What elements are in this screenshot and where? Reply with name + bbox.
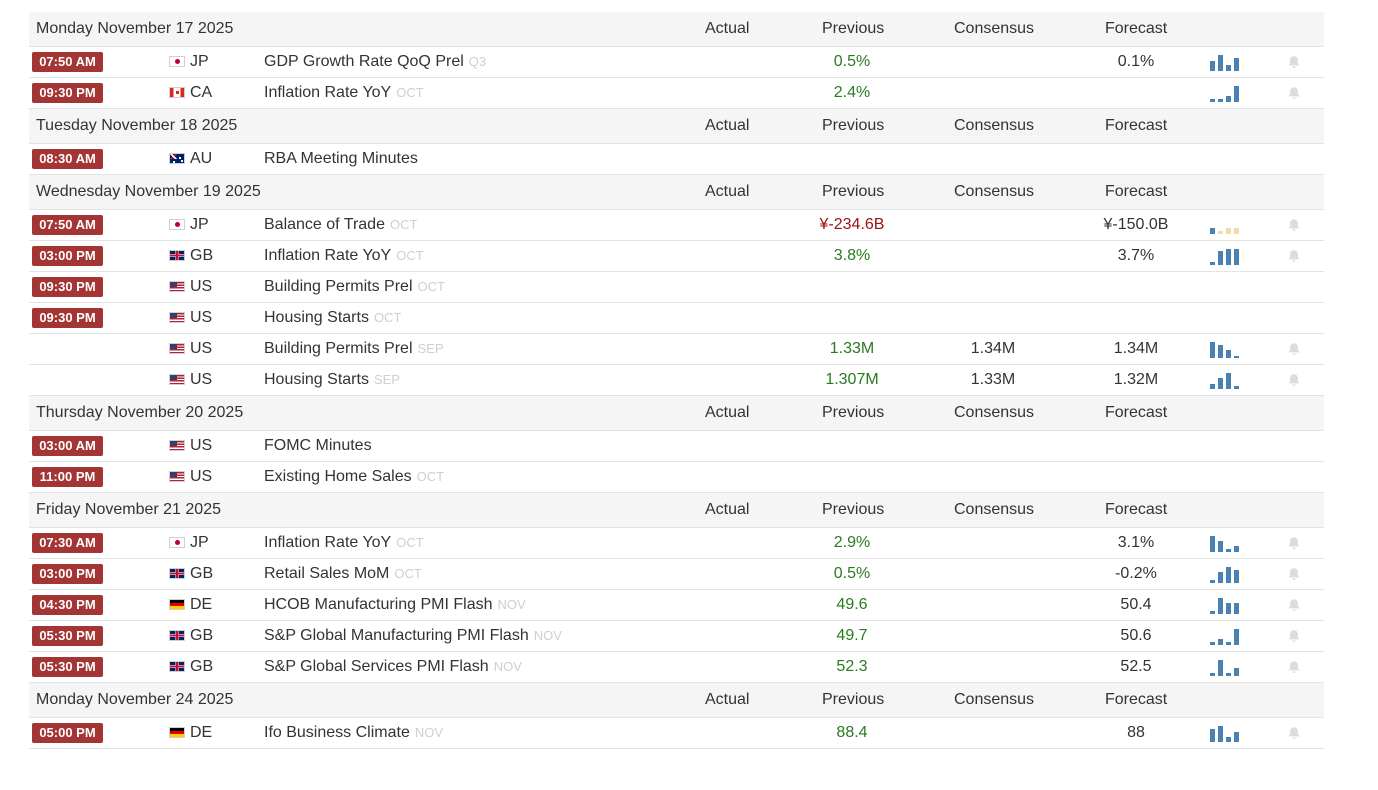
sparkline-bar bbox=[1210, 228, 1215, 234]
sparkline-bar bbox=[1218, 345, 1223, 358]
forecast-value: 50.6 bbox=[1120, 627, 1152, 644]
sparkline-chart[interactable] bbox=[1210, 565, 1240, 583]
sparkline-bar bbox=[1218, 99, 1223, 102]
sparkline-bar bbox=[1226, 249, 1231, 265]
bell-icon[interactable] bbox=[1286, 341, 1302, 357]
event-time-badge: 04:30 PM bbox=[32, 595, 103, 615]
event-name[interactable] bbox=[264, 150, 418, 168]
country-code: US bbox=[190, 468, 213, 485]
column-header-previous: Previous bbox=[822, 691, 885, 708]
sparkline-bar bbox=[1226, 603, 1231, 614]
gb-flag-icon bbox=[169, 568, 185, 579]
us-flag-icon bbox=[169, 440, 185, 451]
event-name[interactable] bbox=[264, 216, 417, 234]
day-date: Monday November 17 2025 bbox=[36, 20, 234, 37]
bell-icon[interactable] bbox=[1286, 628, 1302, 644]
us-flag-icon bbox=[169, 312, 185, 323]
day-date: Friday November 21 2025 bbox=[36, 501, 221, 518]
event-row[interactable] bbox=[29, 334, 1324, 365]
day-header bbox=[29, 683, 1324, 718]
sparkline-bar bbox=[1226, 673, 1231, 676]
country-code: CA bbox=[190, 84, 213, 101]
de-flag-icon bbox=[169, 727, 185, 738]
sparkline-bar bbox=[1234, 603, 1239, 614]
event-name[interactable] bbox=[264, 340, 444, 358]
country-code: GB bbox=[190, 247, 214, 264]
column-header-actual: Actual bbox=[705, 20, 750, 37]
sparkline-bar bbox=[1218, 639, 1223, 645]
forecast-value: 88 bbox=[1127, 724, 1145, 741]
us-flag-icon bbox=[169, 343, 185, 354]
country-code: DE bbox=[190, 724, 213, 741]
event-title[interactable]: Inflation Rate YoY bbox=[264, 534, 392, 551]
column-header-actual: Actual bbox=[705, 183, 750, 200]
event-name[interactable] bbox=[264, 247, 424, 265]
previous-value: 49.6 bbox=[836, 596, 868, 613]
event-title[interactable]: Inflation Rate YoY bbox=[264, 247, 392, 264]
event-period: OCT bbox=[389, 217, 418, 232]
event-row[interactable] bbox=[29, 365, 1324, 396]
bell-icon[interactable] bbox=[1286, 372, 1302, 388]
country-code: US bbox=[190, 340, 213, 357]
column-header-consensus: Consensus bbox=[954, 691, 1035, 708]
previous-value: 2.4% bbox=[833, 84, 871, 101]
event-title[interactable]: Retail Sales MoM bbox=[264, 565, 390, 582]
event-time-badge: 03:00 PM bbox=[32, 246, 103, 266]
column-header-actual: Actual bbox=[705, 691, 750, 708]
event-title[interactable]: Inflation Rate YoY bbox=[264, 84, 392, 101]
sparkline-bar bbox=[1218, 378, 1223, 389]
sparkline-chart[interactable] bbox=[1210, 596, 1240, 614]
event-name[interactable] bbox=[264, 437, 372, 455]
bell-icon[interactable] bbox=[1286, 248, 1302, 264]
event-period: SEP bbox=[417, 341, 444, 356]
forecast-value: 3.1% bbox=[1117, 534, 1155, 551]
event-name[interactable] bbox=[264, 534, 424, 552]
sparkline-bar bbox=[1218, 251, 1223, 265]
country-code: GB bbox=[190, 627, 214, 644]
event-time-badge: 09:30 PM bbox=[32, 83, 103, 103]
event-name[interactable] bbox=[264, 309, 401, 327]
previous-value: 2.9% bbox=[833, 534, 871, 551]
column-header-actual: Actual bbox=[705, 501, 750, 518]
country-code: JP bbox=[190, 53, 209, 70]
day-header bbox=[29, 109, 1324, 144]
country-code: GB bbox=[190, 565, 214, 582]
sparkline-bar bbox=[1234, 732, 1239, 742]
sparkline-bar bbox=[1226, 350, 1231, 358]
sparkline-chart[interactable] bbox=[1210, 724, 1240, 742]
sparkline-bar bbox=[1234, 668, 1239, 676]
sparkline-bar bbox=[1210, 642, 1215, 645]
event-row[interactable] bbox=[29, 303, 1324, 334]
column-header-actual: Actual bbox=[705, 117, 750, 134]
event-period: NOV bbox=[497, 597, 526, 612]
column-header-forecast: Forecast bbox=[1105, 691, 1168, 708]
event-period: Q3 bbox=[468, 54, 487, 69]
sparkline-bar bbox=[1210, 61, 1215, 71]
event-time-badge: 05:30 PM bbox=[32, 657, 103, 677]
event-row[interactable] bbox=[29, 272, 1324, 303]
event-period: OCT bbox=[396, 535, 424, 550]
event-time-badge: 11:00 PM bbox=[32, 467, 103, 487]
sparkline-bar bbox=[1210, 729, 1215, 742]
event-period: OCT bbox=[373, 310, 402, 325]
event-row[interactable] bbox=[29, 528, 1324, 559]
sparkline-chart[interactable] bbox=[1210, 340, 1240, 358]
us-flag-icon bbox=[169, 281, 185, 292]
sparkline-bar bbox=[1218, 598, 1223, 614]
forecast-value: 1.34M bbox=[1113, 340, 1159, 357]
de-flag-icon bbox=[169, 599, 185, 610]
event-row[interactable] bbox=[29, 590, 1324, 621]
forecast-value: 3.7% bbox=[1117, 247, 1155, 264]
event-time-badge: 09:30 PM bbox=[32, 277, 103, 297]
sparkline-chart[interactable] bbox=[1210, 534, 1240, 552]
column-header-previous: Previous bbox=[822, 20, 885, 37]
sparkline-bar bbox=[1210, 342, 1215, 358]
column-header-forecast: Forecast bbox=[1105, 183, 1168, 200]
us-flag-icon bbox=[169, 471, 185, 482]
day-date: Monday November 24 2025 bbox=[36, 691, 234, 708]
sparkline-chart[interactable] bbox=[1210, 84, 1240, 102]
us-flag-icon bbox=[169, 374, 185, 385]
bell-icon[interactable] bbox=[1286, 659, 1302, 675]
event-name[interactable] bbox=[264, 371, 400, 389]
event-time-badge: 07:50 AM bbox=[32, 52, 103, 72]
column-header-forecast: Forecast bbox=[1105, 404, 1168, 421]
bell-icon[interactable] bbox=[1286, 217, 1302, 233]
forecast-value: -0.2% bbox=[1115, 565, 1157, 582]
event-time-badge: 05:00 PM bbox=[32, 723, 103, 743]
sparkline-bar bbox=[1226, 96, 1231, 102]
sparkline-bar bbox=[1210, 384, 1215, 389]
sparkline-bar bbox=[1234, 386, 1239, 389]
event-title[interactable]: Housing Starts bbox=[264, 371, 369, 388]
event-name[interactable] bbox=[264, 565, 422, 583]
sparkline-bar bbox=[1210, 611, 1215, 614]
gb-flag-icon bbox=[169, 250, 185, 261]
sparkline-bar bbox=[1234, 249, 1239, 265]
event-row[interactable] bbox=[29, 462, 1324, 493]
consensus-value: 1.34M bbox=[970, 340, 1016, 357]
economic-calendar bbox=[29, 12, 1324, 749]
jp-flag-icon bbox=[169, 56, 185, 67]
consensus-value: 1.33M bbox=[970, 371, 1016, 388]
forecast-value: 50.4 bbox=[1120, 596, 1152, 613]
sparkline-bar bbox=[1234, 58, 1239, 71]
sparkline-bar bbox=[1234, 228, 1239, 234]
event-name[interactable] bbox=[264, 53, 486, 71]
event-title[interactable]: Existing Home Sales bbox=[264, 468, 412, 485]
previous-value: 0.5% bbox=[833, 565, 871, 582]
column-header-previous: Previous bbox=[822, 404, 885, 421]
column-header-previous: Previous bbox=[822, 501, 885, 518]
event-period: NOV bbox=[533, 628, 562, 643]
day-header bbox=[29, 493, 1324, 528]
column-header-previous: Previous bbox=[822, 183, 885, 200]
column-header-consensus: Consensus bbox=[954, 117, 1035, 134]
event-period: OCT bbox=[394, 566, 422, 581]
event-title[interactable]: S&P Global Manufacturing PMI Flash bbox=[264, 627, 529, 644]
sparkline-bar bbox=[1226, 65, 1231, 71]
event-title[interactable]: Balance of Trade bbox=[264, 216, 385, 233]
sparkline-bar bbox=[1226, 228, 1231, 234]
event-title[interactable]: RBA Meeting Minutes bbox=[264, 150, 418, 167]
event-time-badge: 07:50 AM bbox=[32, 215, 103, 235]
previous-value: 3.8% bbox=[833, 247, 871, 264]
event-row[interactable] bbox=[29, 241, 1324, 272]
sparkline-chart[interactable] bbox=[1210, 216, 1240, 234]
sparkline-chart[interactable] bbox=[1210, 247, 1240, 265]
sparkline-bar bbox=[1234, 86, 1239, 102]
event-name[interactable] bbox=[264, 84, 424, 102]
sparkline-bar bbox=[1210, 580, 1215, 583]
previous-value: 88.4 bbox=[836, 724, 868, 741]
column-header-forecast: Forecast bbox=[1105, 117, 1168, 134]
sparkline-bar bbox=[1218, 231, 1223, 234]
sparkline-bar bbox=[1210, 99, 1215, 102]
country-code: DE bbox=[190, 596, 213, 613]
gb-flag-icon bbox=[169, 661, 185, 672]
column-header-forecast: Forecast bbox=[1105, 20, 1168, 37]
country-code: US bbox=[190, 278, 213, 295]
sparkline-chart[interactable] bbox=[1210, 371, 1240, 389]
ca-flag-icon bbox=[169, 87, 185, 98]
event-row[interactable] bbox=[29, 78, 1324, 109]
sparkline-chart[interactable] bbox=[1210, 658, 1240, 676]
event-title[interactable]: GDP Growth Rate QoQ Prel bbox=[264, 53, 464, 70]
sparkline-bar bbox=[1234, 546, 1239, 552]
event-period: OCT bbox=[396, 248, 424, 263]
forecast-value: 1.32M bbox=[1113, 371, 1159, 388]
sparkline-bar bbox=[1218, 660, 1223, 676]
event-period: NOV bbox=[493, 659, 522, 674]
event-period: SEP bbox=[373, 372, 400, 387]
jp-flag-icon bbox=[169, 537, 185, 548]
sparkline-bar bbox=[1218, 541, 1223, 552]
bell-icon[interactable] bbox=[1286, 54, 1302, 70]
event-name[interactable] bbox=[264, 278, 445, 296]
sparkline-bar bbox=[1226, 737, 1231, 742]
sparkline-chart[interactable] bbox=[1210, 627, 1240, 645]
event-row[interactable] bbox=[29, 144, 1324, 175]
event-row[interactable] bbox=[29, 718, 1324, 749]
event-name[interactable] bbox=[264, 724, 443, 742]
event-time-badge: 08:30 AM bbox=[32, 149, 103, 169]
event-row[interactable] bbox=[29, 431, 1324, 462]
column-header-consensus: Consensus bbox=[954, 183, 1035, 200]
sparkline-bar bbox=[1210, 262, 1215, 265]
sparkline-bar bbox=[1226, 373, 1231, 389]
event-time-badge: 09:30 PM bbox=[32, 308, 103, 328]
sparkline-bar bbox=[1218, 55, 1223, 71]
day-header bbox=[29, 175, 1324, 210]
event-name[interactable] bbox=[264, 596, 526, 614]
sparkline-bar bbox=[1234, 356, 1239, 358]
previous-value: 0.5% bbox=[833, 53, 871, 70]
day-date: Wednesday November 19 2025 bbox=[36, 183, 261, 200]
event-time-badge: 07:30 AM bbox=[32, 533, 103, 553]
forecast-value: 52.5 bbox=[1120, 658, 1152, 675]
bell-icon[interactable] bbox=[1286, 725, 1302, 741]
event-name[interactable] bbox=[264, 627, 562, 645]
sparkline-chart[interactable] bbox=[1210, 53, 1240, 71]
sparkline-bar bbox=[1218, 572, 1223, 583]
column-header-previous: Previous bbox=[822, 117, 885, 134]
au-flag-icon bbox=[169, 153, 185, 164]
previous-value: ¥-234.6B bbox=[819, 216, 885, 233]
sparkline-bar bbox=[1210, 536, 1215, 552]
country-code: AU bbox=[190, 150, 213, 167]
country-code: US bbox=[190, 437, 213, 454]
event-title[interactable]: Building Permits Prel bbox=[264, 278, 413, 295]
event-row[interactable] bbox=[29, 210, 1324, 241]
event-period: NOV bbox=[414, 725, 444, 740]
forecast-value: ¥-150.0B bbox=[1103, 216, 1169, 233]
event-period: OCT bbox=[396, 85, 424, 100]
event-title[interactable]: S&P Global Services PMI Flash bbox=[264, 658, 489, 675]
event-row[interactable] bbox=[29, 652, 1324, 683]
bell-icon[interactable] bbox=[1286, 85, 1302, 101]
country-code: JP bbox=[190, 534, 209, 551]
event-name[interactable] bbox=[264, 468, 444, 486]
event-title[interactable]: Building Permits Prel bbox=[264, 340, 413, 357]
event-period: OCT bbox=[417, 279, 445, 294]
day-header bbox=[29, 12, 1324, 47]
jp-flag-icon bbox=[169, 219, 185, 230]
event-time-badge: 03:00 PM bbox=[32, 564, 103, 584]
column-header-consensus: Consensus bbox=[954, 20, 1035, 37]
day-date: Thursday November 20 2025 bbox=[36, 404, 244, 421]
sparkline-bar bbox=[1234, 629, 1239, 645]
column-header-actual: Actual bbox=[705, 404, 750, 421]
country-code: GB bbox=[190, 658, 214, 675]
event-title[interactable]: HCOB Manufacturing PMI Flash bbox=[264, 596, 493, 613]
sparkline-bar bbox=[1210, 673, 1215, 676]
previous-value: 52.3 bbox=[836, 658, 868, 675]
previous-value: 49.7 bbox=[836, 627, 868, 644]
column-header-forecast: Forecast bbox=[1105, 501, 1168, 518]
sparkline-bar bbox=[1226, 549, 1231, 552]
bell-icon[interactable] bbox=[1286, 535, 1302, 551]
event-period: OCT bbox=[416, 469, 445, 484]
country-code: US bbox=[190, 309, 213, 326]
event-row[interactable] bbox=[29, 47, 1324, 78]
sparkline-bar bbox=[1226, 567, 1231, 583]
event-name[interactable] bbox=[264, 658, 522, 676]
country-code: US bbox=[190, 371, 213, 388]
event-title[interactable]: FOMC Minutes bbox=[264, 437, 372, 454]
bell-icon[interactable] bbox=[1286, 566, 1302, 582]
event-title[interactable]: Ifo Business Climate bbox=[264, 724, 410, 741]
event-row[interactable] bbox=[29, 559, 1324, 590]
previous-value: 1.33M bbox=[829, 340, 875, 357]
day-header bbox=[29, 396, 1324, 431]
column-header-consensus: Consensus bbox=[954, 501, 1035, 518]
sparkline-bar bbox=[1234, 570, 1239, 583]
column-header-consensus: Consensus bbox=[954, 404, 1035, 421]
day-date: Tuesday November 18 2025 bbox=[36, 117, 238, 134]
event-time-badge: 03:00 AM bbox=[32, 436, 103, 456]
country-code: JP bbox=[190, 216, 209, 233]
event-row[interactable] bbox=[29, 621, 1324, 652]
sparkline-bar bbox=[1226, 642, 1231, 645]
sparkline-bar bbox=[1218, 726, 1223, 742]
forecast-value: 0.1% bbox=[1117, 53, 1155, 70]
event-title[interactable]: Housing Starts bbox=[264, 309, 369, 326]
gb-flag-icon bbox=[169, 630, 185, 641]
bell-icon[interactable] bbox=[1286, 597, 1302, 613]
previous-value: 1.307M bbox=[825, 371, 879, 388]
event-time-badge: 05:30 PM bbox=[32, 626, 103, 646]
